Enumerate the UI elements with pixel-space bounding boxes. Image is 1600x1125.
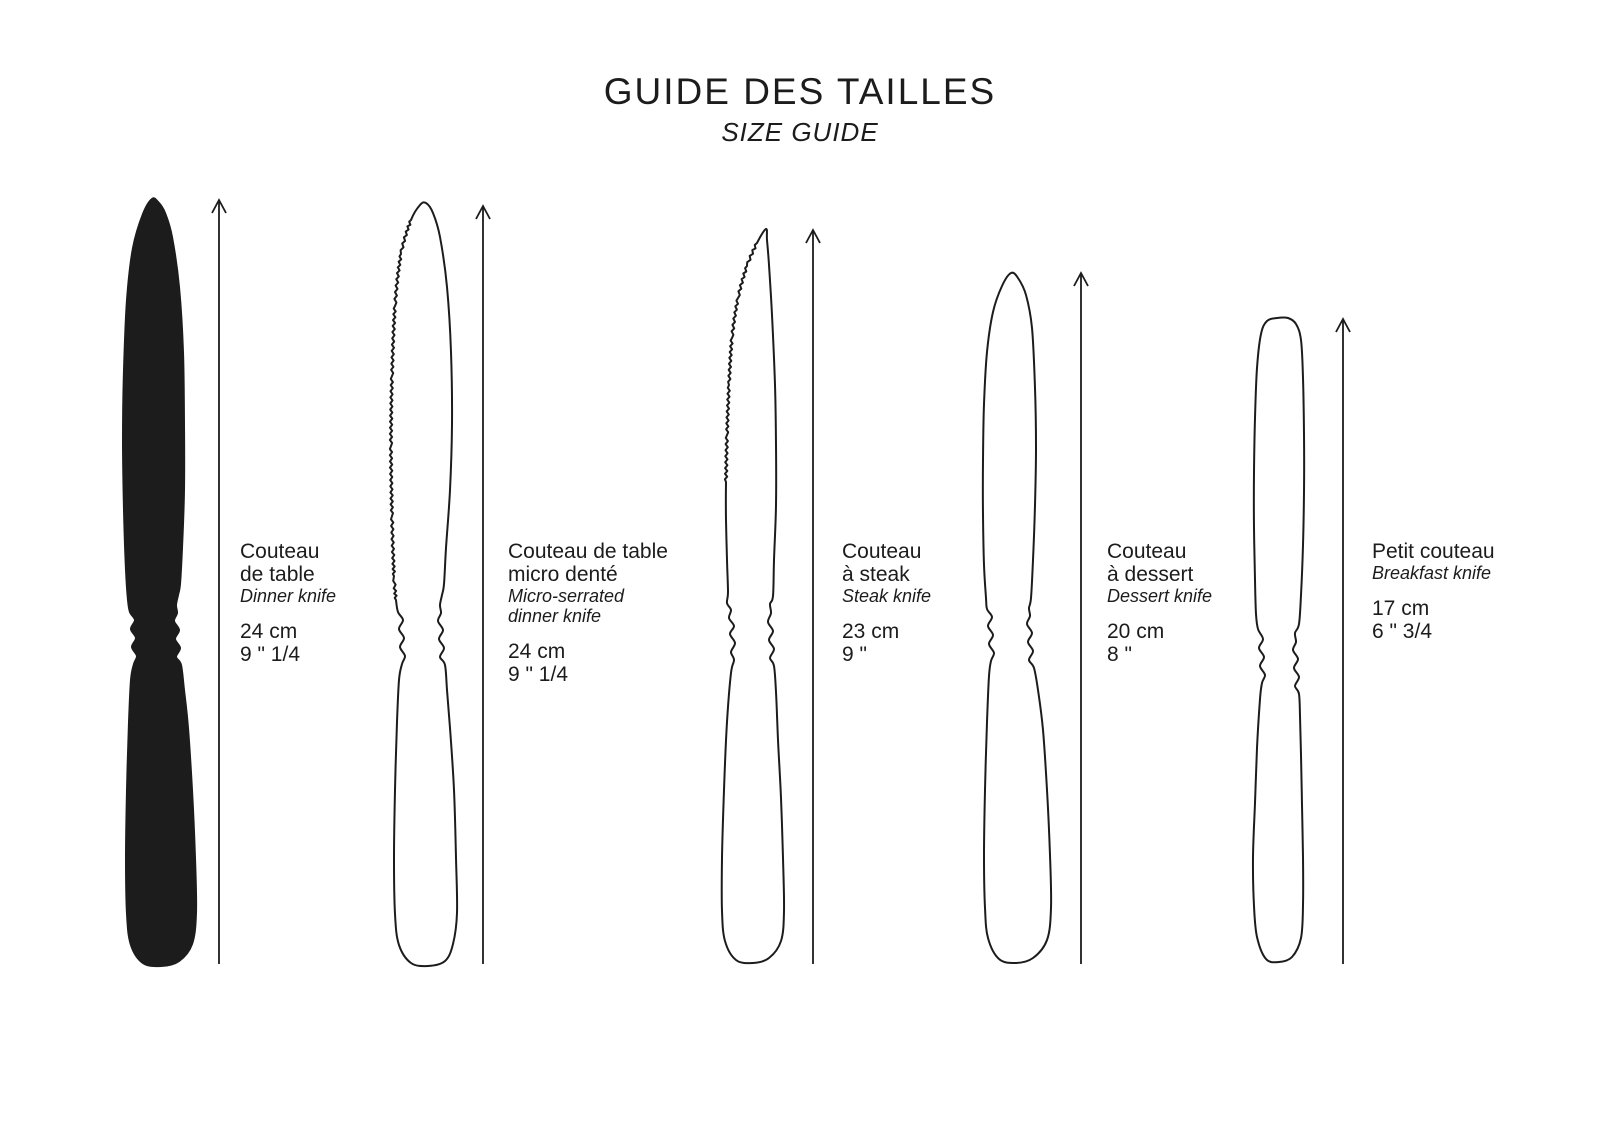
knife-size-cm: 24 cm: [508, 640, 566, 663]
page-title: GUIDE DES TAILLES: [603, 71, 997, 112]
knife-size-inches: 8 ": [1107, 643, 1132, 666]
knife-sizes: [842, 620, 931, 666]
knife-size-cm: 24 cm: [240, 620, 298, 643]
knife-silhouette-dessert: [983, 273, 1051, 963]
knife-name-fr-line: Petit couteau: [1372, 540, 1495, 563]
knife-size-cm: 20 cm: [1107, 620, 1165, 643]
height-arrow-steak: [806, 230, 820, 964]
height-arrow-micro-serrated-dinner: [476, 206, 490, 964]
knife-name-en-line: Breakfast knife: [1372, 563, 1492, 583]
knife-name-en-line: dinner knife: [508, 606, 602, 626]
knife-name-en-line: Micro-serrated: [508, 586, 625, 606]
knife-silhouette-micro-serrated-dinner: [390, 202, 457, 966]
knife-silhouette-breakfast: [1253, 317, 1304, 962]
knife-sizes: [240, 620, 336, 666]
knife-sizes: [508, 640, 668, 686]
knife-name-fr-line: Couteau: [842, 540, 922, 563]
knife-name-fr-line: à dessert: [1107, 563, 1194, 586]
knife-name-fr-line: Couteau: [240, 540, 320, 563]
knife-size-inches: 6 " 3/4: [1372, 620, 1432, 643]
height-arrow-dinner: [212, 200, 226, 964]
knife-name-fr-line: à steak: [842, 563, 910, 586]
knife-label-breakfast: [1372, 540, 1495, 643]
knife-name-en-line: Dessert knife: [1107, 586, 1213, 606]
knife-label-micro-serrated-dinner: [508, 540, 668, 686]
knife-size-cm: 23 cm: [842, 620, 900, 643]
knife-name-en-line: Steak knife: [842, 586, 932, 606]
knife-label-steak: [842, 540, 931, 666]
knife-name-fr-line: micro denté: [508, 563, 618, 586]
knife-name-fr-line: Couteau de table: [508, 540, 668, 563]
knife-label-dinner: [240, 540, 336, 666]
height-arrow-dessert: [1074, 273, 1088, 964]
knife-name-fr-line: Couteau: [1107, 540, 1187, 563]
knife-silhouette-dinner: [123, 198, 196, 966]
knife-silhouette-steak: [722, 229, 784, 963]
knife-name-en-line: Dinner knife: [240, 586, 337, 606]
knife-size-inches: 9 " 1/4: [240, 643, 300, 666]
height-arrow-breakfast: [1336, 319, 1350, 964]
knife-name-fr-line: de table: [240, 563, 315, 586]
knife-label-dessert: [1107, 540, 1212, 666]
knife-sizes: [1372, 597, 1495, 643]
knife-sizes: [1107, 620, 1212, 666]
knife-size-cm: 17 cm: [1372, 597, 1430, 620]
page-subtitle: SIZE GUIDE: [721, 117, 879, 147]
knife-size-inches: 9 ": [842, 643, 867, 666]
knife-size-inches: 9 " 1/4: [508, 663, 568, 686]
